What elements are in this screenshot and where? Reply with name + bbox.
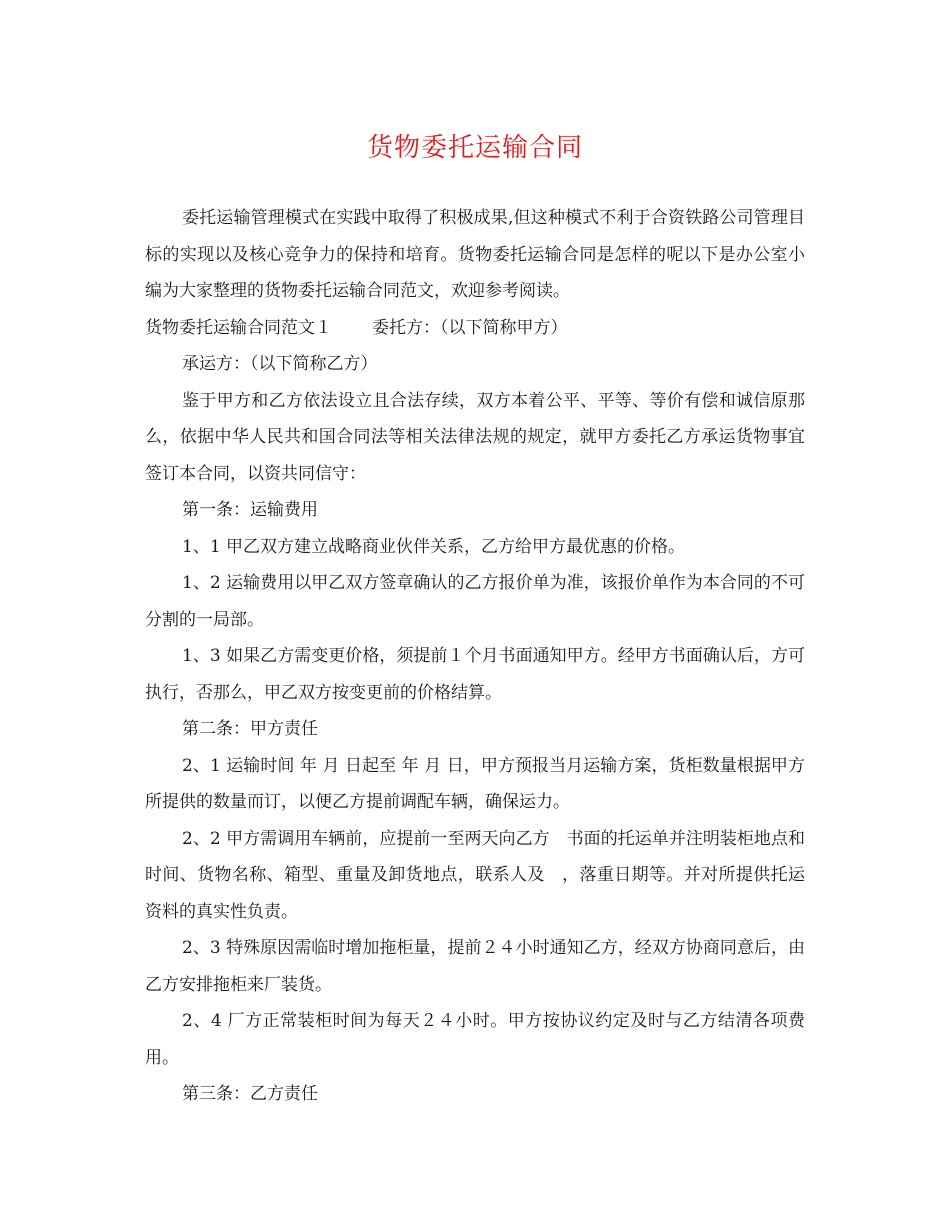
article-3-heading: 第三条：乙方责任 (182, 1084, 318, 1104)
clause-1-2: 1、2 运输费用以甲乙双方签章确认的乙方报价单为准，该报价单作为本合同的不可分割的一局部。 (145, 573, 805, 630)
intro-paragraph: 委托运输管理模式在实践中取得了积极成果,但这种模式不利于合资铁路公司管理目标的实现以及核心竞争力的保持和培育。货物委托运输合同是怎样的呢以下是办公室小编为大家整理的货物委托运输合同范文，欢迎参考阅读。 (145, 208, 805, 301)
document-body (145, 200, 805, 1113)
article-1-heading: 第一条：运输费用 (182, 500, 318, 520)
carrier-line: 承运方：（以下简称乙方） (182, 354, 378, 374)
clause-2-2: 2、2 甲方需调用车辆前，应提前一至两天向乙方 书面的托运单并注明装柜地点和时间、货物名称、箱型、重量及卸货地点，联系人及 ，落重日期等。并对所提供托运资料的真实性负责。 (145, 828, 805, 922)
clause-2-3: 2、3 特殊原因需临时增加拖柜量，提前２４小时通知乙方，经双方协商同意后，由乙方安排拖柜来厂装货。 (145, 938, 805, 995)
clause-2-1: 2、1 运输时间 年 月 日起至 年 月 日，甲方预报当月运输方案，货柜数量根据甲方所提供的数量而订，以便乙方提前调配车辆，确保运力。 (145, 755, 805, 812)
clause-1-3: 1、3 如果乙方需变更价格，须提前１个月书面通知甲方。经甲方书面确认后，方可执行，否那么，甲乙双方按变更前的价格结算。 (145, 646, 805, 703)
clause-1-1: 1、1 甲乙双方建立战略商业伙伴关系，乙方给甲方最优惠的价格。 (182, 536, 686, 557)
sample-line (145, 310, 805, 347)
clause-2-4: 2、4 厂方正常装柜时间为每天２４小时。甲方按协议约定及时与乙方结清各项费用。 (145, 1011, 805, 1068)
document-title: 货物委托运输合同 (366, 133, 583, 163)
client-line: 委托方：（以下简称甲方） (372, 317, 568, 338)
article-2-heading: 第二条：甲方责任 (182, 719, 318, 739)
preamble-paragraph: 鉴于甲方和乙方依法设立且合法存续，双方本着公平、平等、等价有偿和诚信原那么，依据中华人民共和国合同法等相关法律法规的规定，就甲方委托乙方承运货物事宜签订本合同，以资共同信守： (145, 390, 805, 484)
sample-label: 货物委托运输合同范文１ (145, 317, 332, 338)
